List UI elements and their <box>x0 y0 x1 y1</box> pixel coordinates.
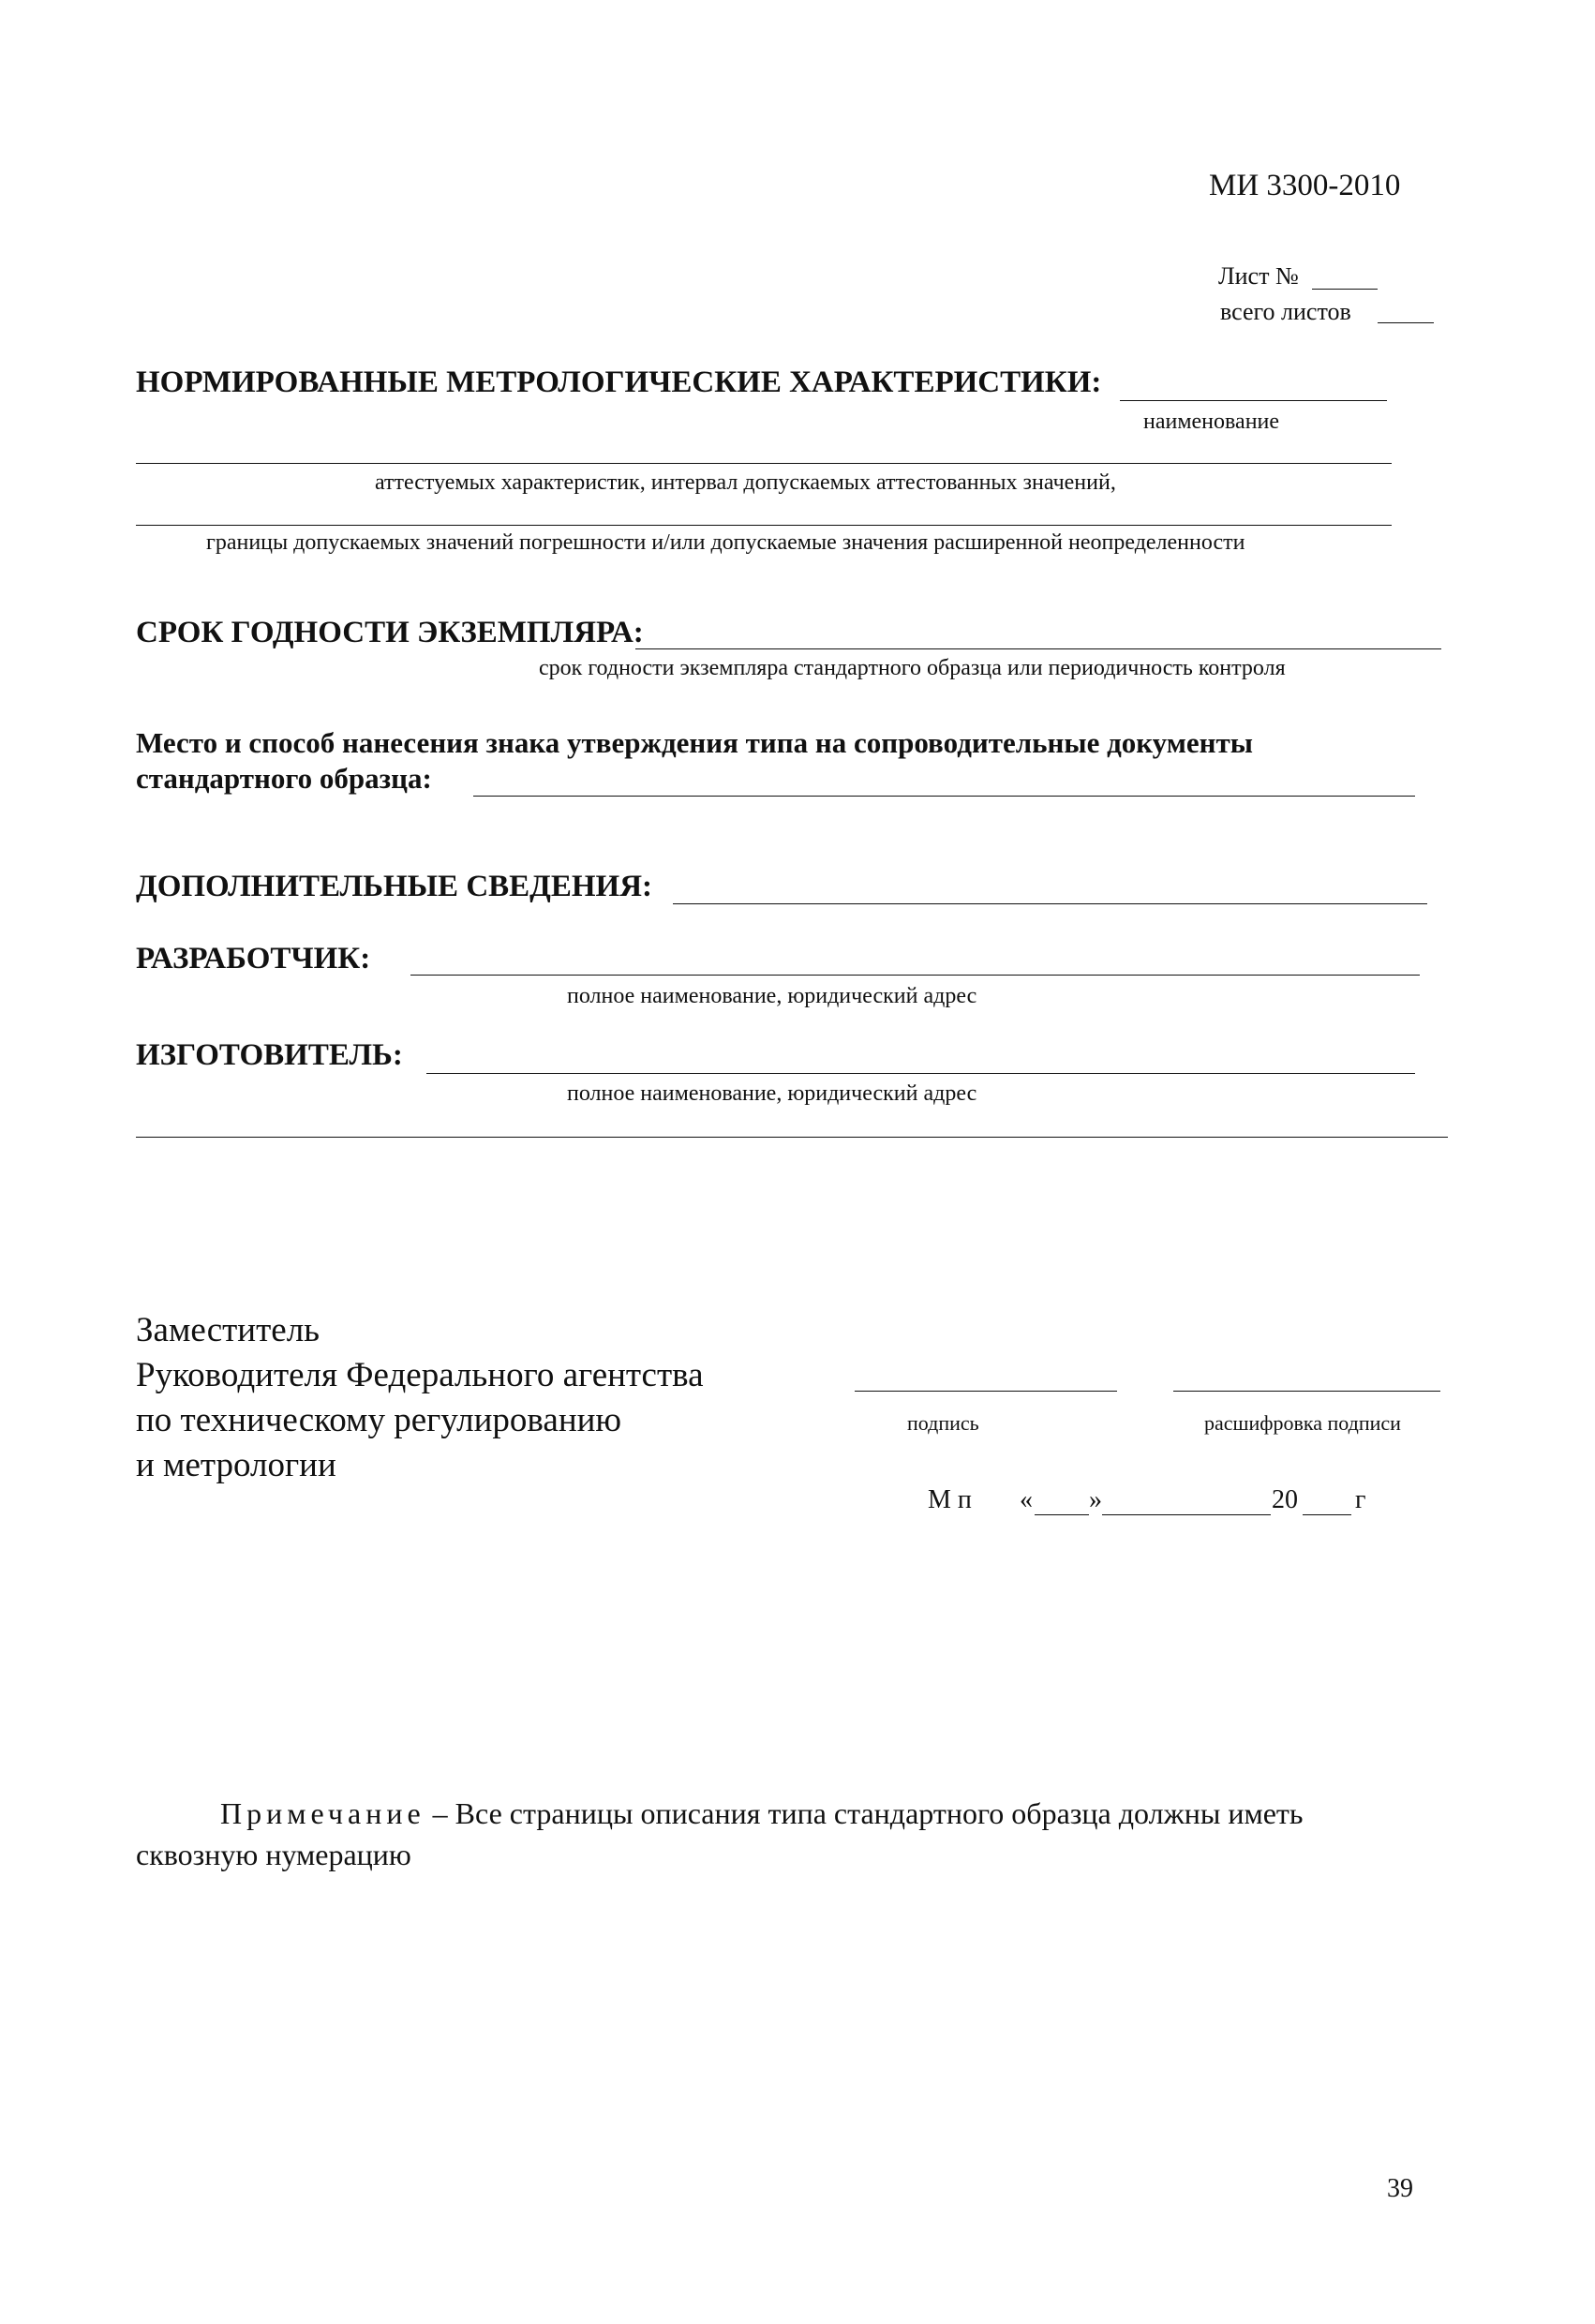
sheet-number-field[interactable] <box>1312 289 1378 290</box>
manufacturer-field[interactable] <box>426 1073 1415 1074</box>
additional-title: ДОПОЛНИТЕЛЬНЫЕ СВЕДЕНИЯ: <box>136 870 653 903</box>
characteristics-values-field[interactable] <box>136 463 1392 464</box>
shelf-life-title: СРОК ГОДНОСТИ ЭКЗЕМПЛЯРА: <box>136 616 644 649</box>
signature-decode-field[interactable] <box>1173 1391 1440 1392</box>
date-day-field[interactable] <box>1035 1514 1089 1515</box>
date-open-quote: « <box>1020 1485 1033 1514</box>
note-label: Примечание <box>220 1796 425 1830</box>
manufacturer-title: ИЗГОТОВИТЕЛЬ: <box>136 1038 403 1072</box>
signature-caption: подпись <box>907 1411 979 1435</box>
characteristics-title: НОРМИРОВАННЫЕ МЕТРОЛОГИЧЕСКИЕ ХАРАКТЕРИСТИКИ: <box>136 365 1102 399</box>
date-year-field[interactable] <box>1303 1514 1351 1515</box>
characteristics-values-caption: аттестуемых характеристик, интервал допускаемых аттестованных значений, <box>375 470 1116 495</box>
characteristics-bounds-field[interactable] <box>136 525 1392 526</box>
sheets-total-field[interactable] <box>1378 322 1434 323</box>
document-code: МИ 3300-2010 <box>1209 169 1401 202</box>
developer-title: РАЗРАБОТЧИК: <box>136 942 371 976</box>
shelf-life-field[interactable] <box>635 648 1441 649</box>
date-month-field[interactable] <box>1102 1514 1271 1515</box>
mark-place-line2: стандартного образца: <box>136 762 432 795</box>
note-text: – Все страницы описания типа стандартного образца должны иметь <box>432 1796 1304 1830</box>
shelf-life-caption: срок годности экземпляра стандартного образца или периодичность контроля <box>539 656 1286 680</box>
signatory-line3: по техническому регулированию <box>136 1401 622 1439</box>
section-divider <box>136 1137 1448 1138</box>
stamp-label: М п <box>928 1485 972 1514</box>
sheet-number-label: Лист № <box>1218 262 1299 290</box>
date-close-quote: » <box>1089 1485 1102 1514</box>
date-year-prefix: 20 <box>1272 1485 1298 1514</box>
page-number: 39 <box>1387 2174 1413 2203</box>
signatory-line1: Заместитель <box>136 1311 320 1349</box>
signatory-line4: и метрологии <box>136 1446 336 1484</box>
characteristics-name-caption: наименование <box>1143 410 1280 434</box>
note-line1 <box>220 1793 1303 1834</box>
signatory-line2: Руководителя Федерального агентства <box>136 1356 704 1394</box>
developer-field[interactable] <box>410 975 1420 976</box>
sheets-total-label: всего листов <box>1220 298 1351 325</box>
note-line2: сквозную нумерацию <box>136 1838 411 1871</box>
additional-field[interactable] <box>673 903 1427 904</box>
characteristics-bounds-caption: границы допускаемых значений погрешности и/или допускаемые значения расширенной неопределенности <box>206 530 1245 555</box>
manufacturer-caption: полное наименование, юридический адрес <box>567 1081 977 1106</box>
signature-decode-caption: расшифровка подписи <box>1204 1411 1401 1435</box>
signature-field[interactable] <box>855 1391 1117 1392</box>
mark-place-field[interactable] <box>473 796 1415 797</box>
characteristics-name-field[interactable] <box>1120 400 1387 401</box>
mark-place-line1: Место и способ нанесения знака утверждения типа на сопроводительные документы <box>136 726 1253 759</box>
developer-caption: полное наименование, юридический адрес <box>567 984 977 1008</box>
date-year-suffix: г <box>1355 1485 1366 1514</box>
